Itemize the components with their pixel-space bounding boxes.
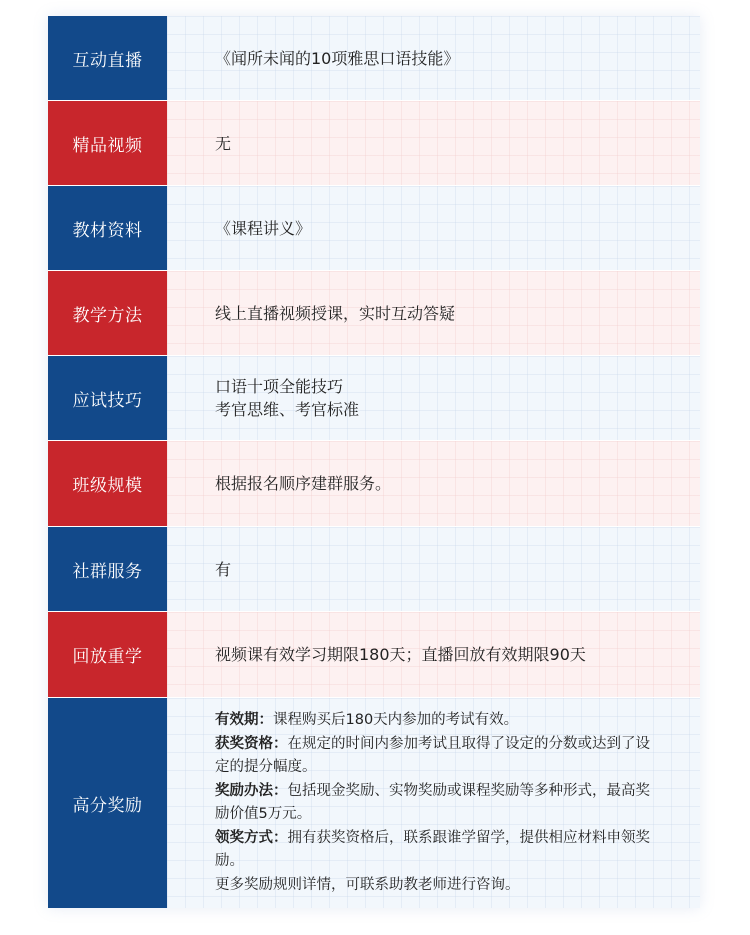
course-info-table <box>48 16 700 908</box>
row-skills <box>48 355 700 440</box>
bonus-item <box>215 733 664 780</box>
row-label: 教学方法 <box>48 271 167 355</box>
row-high-score-bonus <box>48 697 700 908</box>
row-value <box>167 612 700 697</box>
row-value <box>167 441 700 526</box>
value-line: 考官思维、考官标准 <box>215 400 360 419</box>
value-line: 根据报名顺序建群服务。 <box>215 474 392 493</box>
bonus-text: 拥有获奖资格后，联系跟谁学留学，提供相应材料申领奖励。 <box>215 829 650 869</box>
row-value <box>167 271 700 355</box>
row-value <box>167 101 700 185</box>
row-label: 应试技巧 <box>48 356 167 440</box>
bonus-key: 奖励办法： <box>215 782 288 799</box>
row-videos <box>48 100 700 185</box>
bonus-key: 获奖资格： <box>215 735 288 752</box>
row-value <box>167 356 700 440</box>
row-class-size <box>48 440 700 526</box>
row-replay <box>48 611 700 697</box>
value-line: 口语十项全能技巧 <box>215 377 344 396</box>
row-value <box>167 186 700 270</box>
row-materials <box>48 185 700 270</box>
value-line: 视频课有效学习期限180天；直播回放有效期限90天 <box>215 645 586 664</box>
row-label: 精品视频 <box>48 101 167 185</box>
row-live <box>48 16 700 100</box>
value-line: 《课程讲义》 <box>215 218 312 238</box>
row-label: 互动直播 <box>48 16 167 100</box>
row-community <box>48 526 700 611</box>
row-label: 社群服务 <box>48 527 167 611</box>
bonus-item <box>215 709 664 733</box>
bonus-key: 有效期： <box>215 712 273 728</box>
bonus-text: 课程购买后180天内参加的考试有效。 <box>273 712 519 728</box>
bonus-footer: 更多奖励规则详情，可联系助教老师进行咨询。 <box>215 876 520 893</box>
row-value <box>167 16 700 100</box>
row-value <box>167 527 700 611</box>
value-line: 线上直播视频授课，实时互动答疑 <box>215 303 456 323</box>
bonus-text: 在规定的时间内参加考试且取得了设定的分数或达到了设定的提分幅度。 <box>215 735 650 775</box>
value-line: 《闻所未闻的10项雅思口语技能》 <box>215 48 460 68</box>
bonus-key: 领奖方式： <box>215 829 288 846</box>
bonus-text: 包括现金奖励、实物奖励或课程奖励等多种形式，最高奖励价值5万元。 <box>215 782 650 822</box>
row-label: 教材资料 <box>48 186 167 270</box>
value-line: 有 <box>215 559 232 579</box>
row-method <box>48 270 700 355</box>
value-line: 无 <box>215 133 232 153</box>
row-value <box>167 698 700 908</box>
row-label: 班级规模 <box>48 441 167 526</box>
bonus-item <box>215 827 664 874</box>
row-label: 回放重学 <box>48 612 167 697</box>
bonus-item <box>215 780 664 827</box>
row-label: 高分奖励 <box>48 698 167 908</box>
